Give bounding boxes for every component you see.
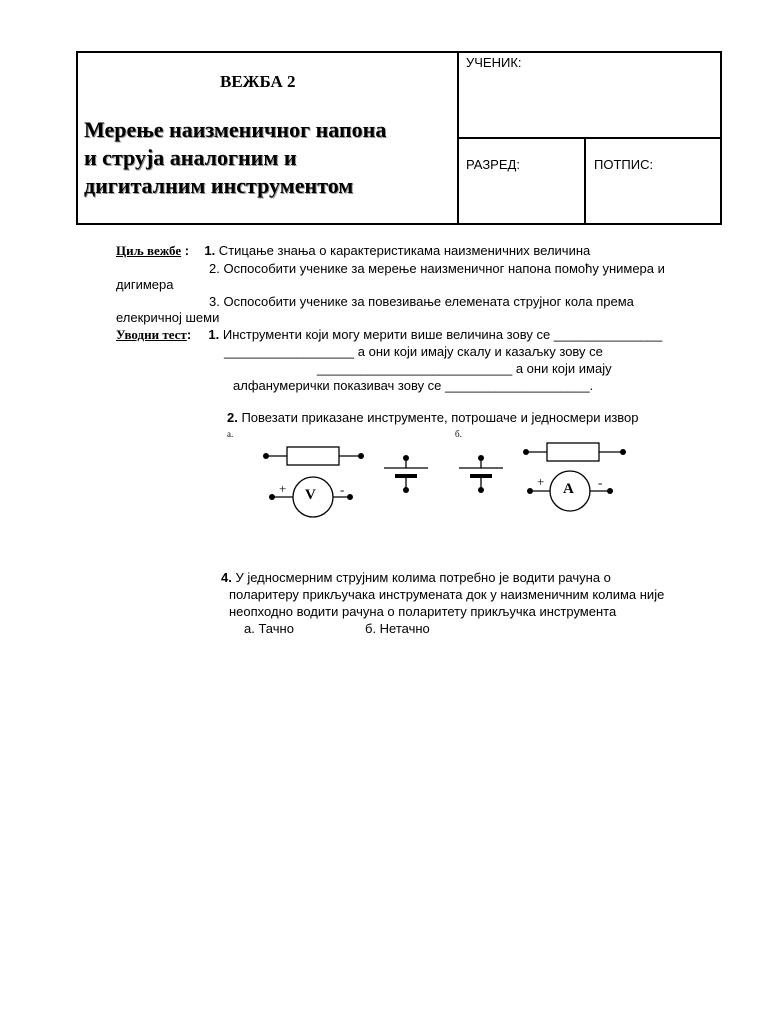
option-a-label: a. <box>227 429 234 439</box>
question-1-number: 1. <box>208 327 220 342</box>
question-1-line-4: алфанумерички показивач зову се ____________________. <box>233 378 594 393</box>
battery-1-symbol <box>384 455 428 493</box>
question-2-number: 2. <box>227 410 238 425</box>
intro-test-colon: : <box>186 327 192 342</box>
goal-item-2-line-1: 2. Оспособити ученике за мерење наизменичног напона помоћу унимера и <box>209 261 665 276</box>
question-1-line-2: __________________ а они који имају скалу и казаљку зову се <box>224 344 603 359</box>
option-b-label: б. <box>455 429 462 439</box>
goal-item-3-line-1: 3. Оспособити ученике за повезивање елемената струјног кола према <box>209 294 634 309</box>
goal-item-2-line-2: дигимера <box>116 277 174 292</box>
question-4-line-1 <box>221 570 611 585</box>
ammeter-label: A <box>563 481 574 497</box>
ammeter-minus-sign: - <box>598 475 603 490</box>
exercise-label: ВЕЖБА 2 <box>220 72 296 91</box>
goals-heading: Циљ вежбе <box>116 243 182 258</box>
student-field-label: УЧЕНИК: <box>466 55 522 70</box>
intro-test-heading: Уводни тест <box>116 327 187 342</box>
goal-item-1-text: Стицање знања о карактеристикама наизменичних величина <box>215 243 591 258</box>
page-title-line-3: дигиталним инструментом <box>84 173 354 198</box>
resistor-a <box>263 447 364 465</box>
question-2-text: Повезати приказане инструменте, потрошаче и једносмери извор <box>237 410 639 425</box>
goal-item-1-number: 1. <box>204 243 216 258</box>
page-title-line-2: и струја аналогним и <box>84 145 297 170</box>
answer-option-b: б. Нетачно <box>365 621 430 636</box>
question-1-line-1: Инструменти који могу мерити више величина зову се _______________ <box>219 327 663 342</box>
signature-field-label: ПОТПИС: <box>594 157 654 172</box>
question-4-text-1: У једносмерним струјним колима потребно је водити рачуна о <box>231 570 611 585</box>
answer-option-a: а. Тачно <box>244 621 294 636</box>
question-4-number: 4. <box>221 570 232 585</box>
question-4-line-2: поларитеру прикључака инструмената док у наизменичним колима није <box>229 587 665 602</box>
class-field-label: РАЗРЕД: <box>466 157 520 172</box>
goal-item-3-line-2: елекричној шеми <box>116 310 220 325</box>
page-title-line-1: Мерење наизменичног напона <box>84 117 387 142</box>
voltmeter-minus-sign: - <box>340 482 345 497</box>
resistor-b <box>523 443 626 461</box>
voltmeter-label: V <box>305 487 316 503</box>
battery-2-symbol <box>459 455 503 493</box>
goals-colon: : <box>181 243 190 258</box>
voltmeter-plus-sign: + <box>279 481 287 496</box>
ammeter-plus-sign: + <box>537 474 545 489</box>
question-4-line-3: неопходно водити рачуна о поларитету прикључка инструмента <box>229 604 617 619</box>
question-1-line-3: ___________________________ а они који имају <box>317 361 612 376</box>
